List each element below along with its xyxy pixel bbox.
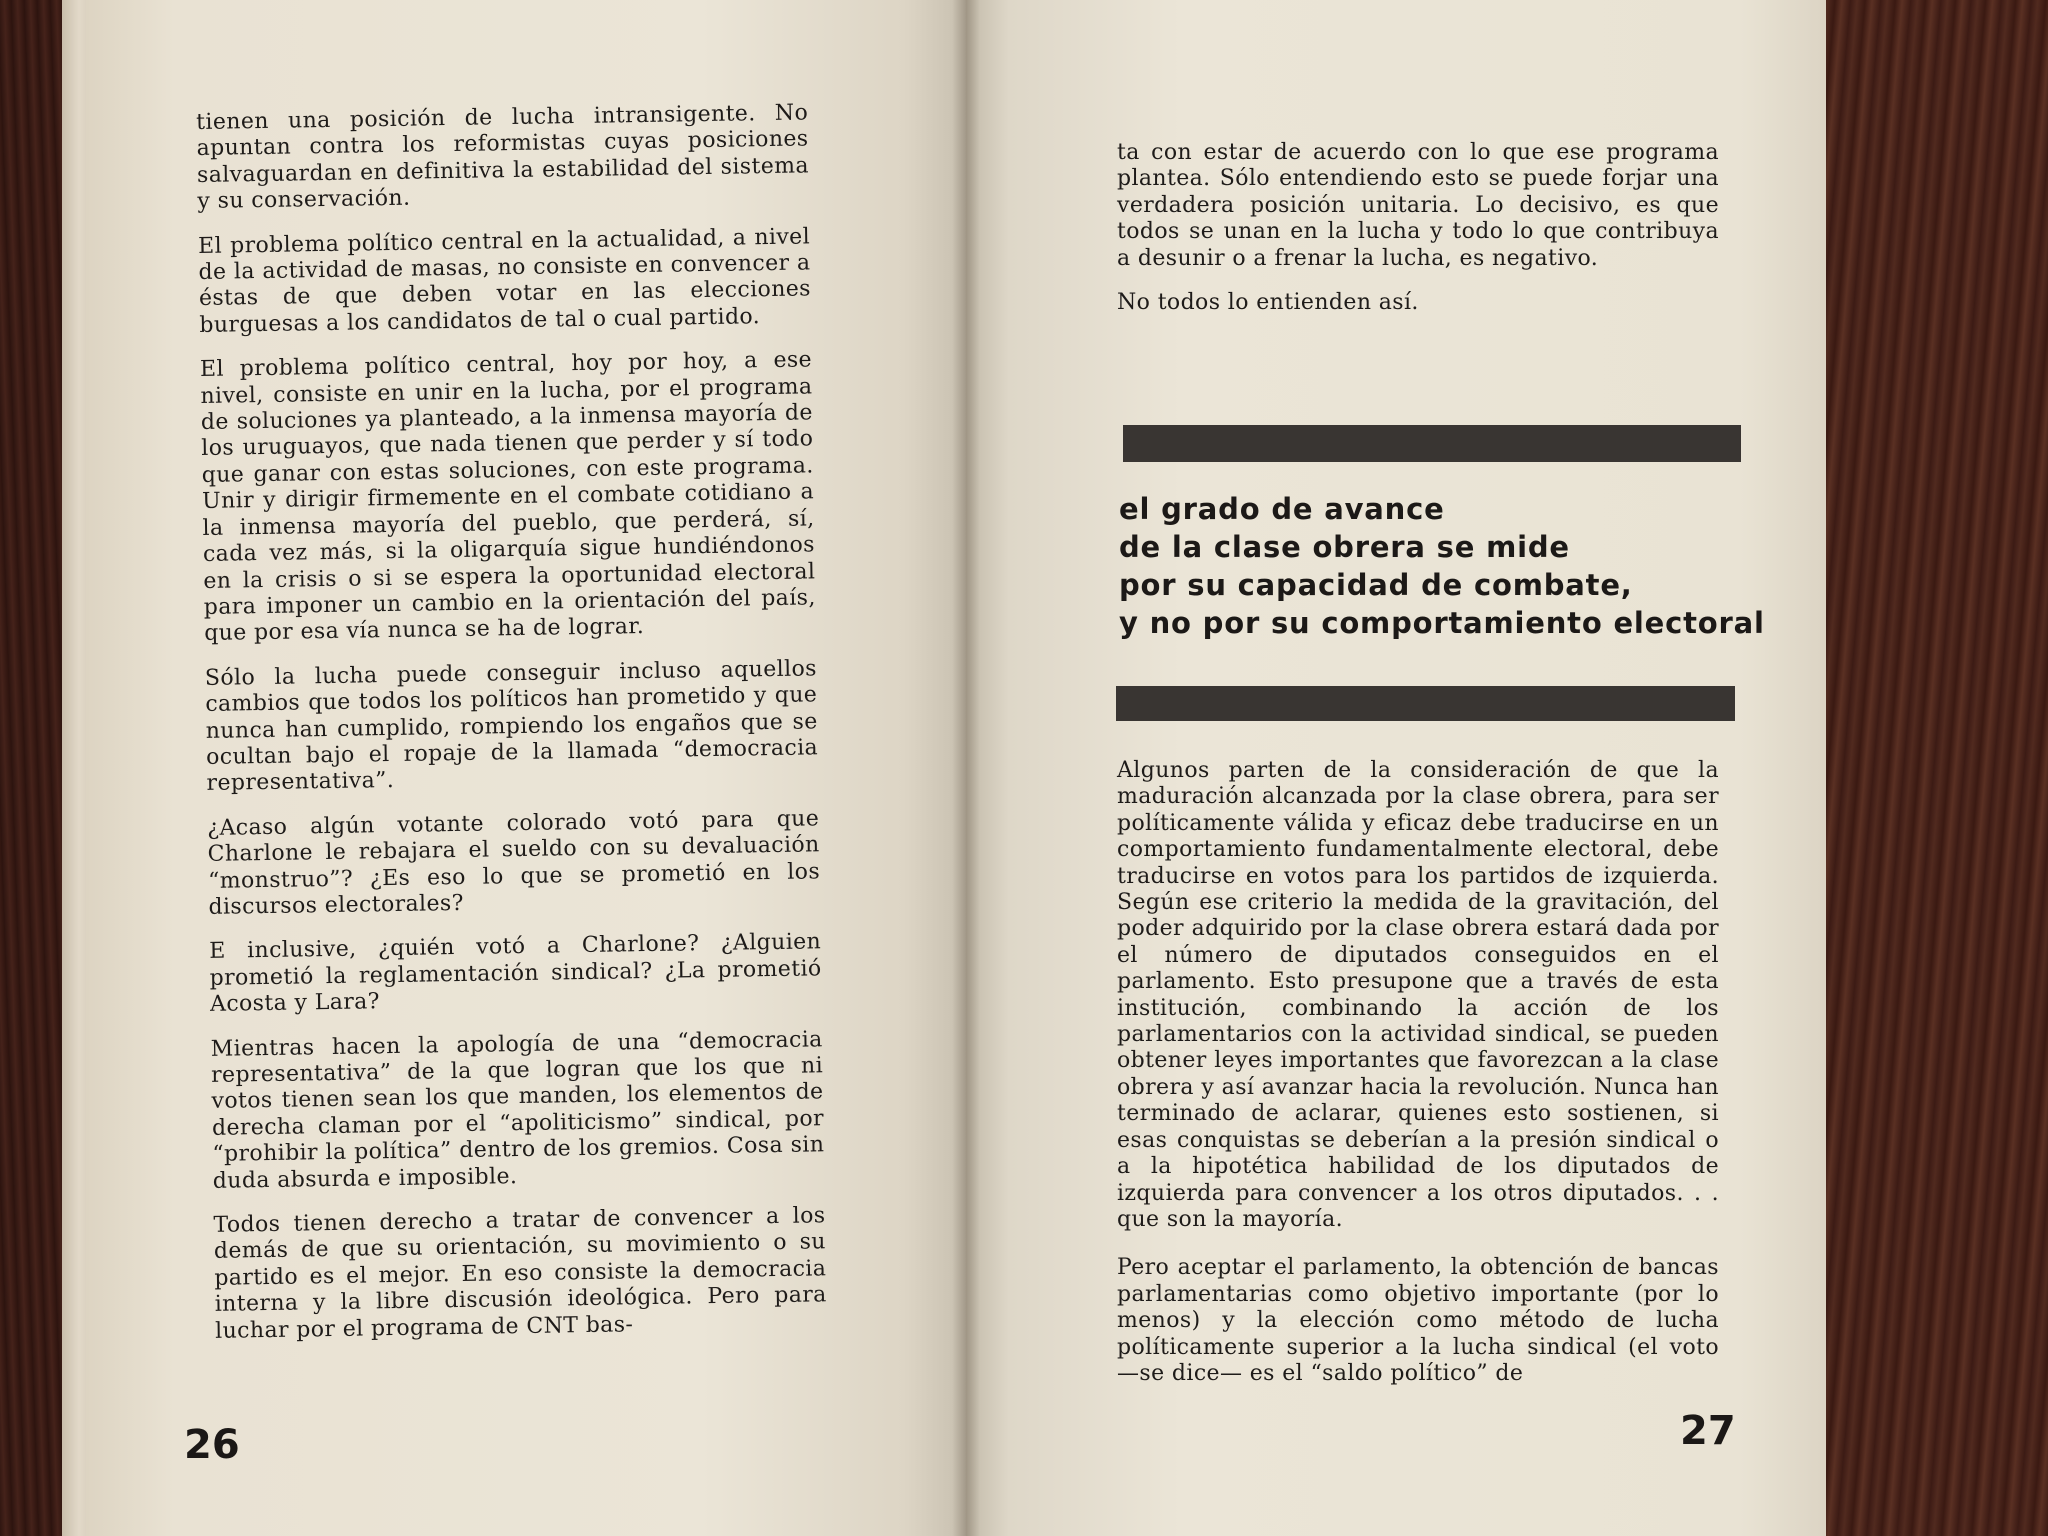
- left-paragraph-2: El problema político central en la actualidad, a nivel de la actividad de masas, no consiste en convencer a éstas de que deben votar en las elecciones burguesas a los candidatos de tal o cual partido.: [197, 223, 812, 338]
- right-page-top-text: [1117, 140, 1719, 334]
- left-page-text-column: [196, 100, 828, 1363]
- section-rule-bottom: [1116, 686, 1735, 721]
- left-page-number: 26: [184, 1422, 240, 1468]
- right-page-number: 27: [1680, 1408, 1736, 1454]
- left-page: [86, 0, 966, 1536]
- section-rule-top: [1123, 425, 1741, 462]
- left-paragraph-8: Todos tienen derecho a tratar de convencer a los demás de que su orientación, su movimiento o su partido es el mejor. En eso consiste la democracia interna y la libre discusión ideológica. Pero para luchar por el programa de CNT bas-: [213, 1203, 827, 1344]
- heading-line-4: y no por su comportamiento electoral: [1119, 606, 1765, 640]
- left-paragraph-1: tienen una posición de lucha intransigente. No apuntan contra los reformistas cuyas posiciones salvaguardan en definitiva la estabilidad del sistema y su conservación.: [196, 100, 810, 215]
- right-paragraph-2: No todos lo entienden así.: [1117, 290, 1419, 316]
- right-paragraph-3: Algunos parten de la consideración de que la maduración alcanzada por la clase obrera, para ser políticamente válida y eficaz debe traducirse en un comportamiento fundamentalmente electoral, debe traducirse en votos para los partidos de izquierda. Según ese criterio la medida de la gravitación, del poder adquirido por la clase obrera estará dada por el número de diputados conseguidos en el parlamento. Esto presupone que a través de esta institución, combinando la acción de los parlamentarios con la actividad sindical, se pueden obtener leyes importantes que favorezcan a la clase obrera y así avanzar hacia la revolución. Nunca han terminado de aclarar, quienes esto sostienen, si esas conquistas se deberían a la presión sindical o a la hipotética habilidad de los diputados de izquierda para convencer a los otros diputados. . . que son la mayoría.: [1117, 758, 1719, 1232]
- table-surface-left: [0, 0, 70, 1536]
- left-paragraph-7: Mientras hacen la apología de una “democracia representativa” de la que logran que los que ni votos tienen sean los que manden, los elementos de derecha claman por el “apoliticismo” sindical, por “prohibir la política” dentro de los gremios. Cosa sin duda absurda e imposible.: [210, 1026, 825, 1194]
- book-gutter: [952, 0, 980, 1536]
- heading-line-3: por su capacidad de combate,: [1119, 568, 1633, 602]
- left-paragraph-4: Sólo la lucha puede conseguir incluso aquellos cambios que todos los políticos han prometido y que nunca han cumplido, rompiendo los engaños que se ocultan bajo el ropaje de la llamada “democracia representativa”.: [204, 656, 819, 797]
- left-paragraph-3: El problema político central, hoy por hoy, a ese nivel, consiste en unir en la lucha, por el programa de soluciones ya planteado, a la inmensa mayoría de los uruguayos, que nada tienen que perder y sí todo que ganar con estas soluciones, con este programa. Unir y dirigir firmemente en el combate cotidiano a la inmensa mayoría del pueblo, que perderá, sí, cada vez más, si la oligarquía sigue hundiéndonos en la crisis o si se espera la oportunidad electoral para imponer un cambio en la orientación del país, que por esa vía nunca se ha de lograr.: [199, 347, 816, 647]
- section-heading: [1119, 490, 1765, 642]
- left-paragraph-6: E inclusive, ¿quién votó a Charlone? ¿Alguien prometió la reglamentación sindical? ¿La prometió Acosta y Lara?: [209, 929, 822, 1018]
- left-paragraph-5: ¿Acaso algún votante colorado votó para que Charlone le rebajara el sueldo con su devaluación “monstruo”? ¿Es eso lo que se prometió en los discursos electorales?: [207, 806, 821, 920]
- right-paragraph-1: ta con estar de acuerdo con lo que ese programa plantea. Sólo entendiendo esto se puede forjar una verdadera posición unitaria. Lo decisivo, es que todos se unan en la lucha y todo lo que contribuya a desunir o a frenar la lucha, es negativo.: [1117, 140, 1719, 271]
- right-page-bottom-text: [1117, 758, 1719, 1405]
- right-page: [966, 0, 1826, 1536]
- heading-line-1: el grado de avance: [1119, 492, 1445, 526]
- heading-line-2: de la clase obrera se mide: [1119, 530, 1570, 564]
- right-paragraph-4: Pero aceptar el parlamento, la obtención de bancas parlamentarias como objetivo importante (por lo menos) y la elección como método de lucha políticamente superior a la lucha sindical (el voto —se dice— es el “saldo político” de: [1117, 1255, 1719, 1386]
- table-surface-right: [1820, 0, 2048, 1536]
